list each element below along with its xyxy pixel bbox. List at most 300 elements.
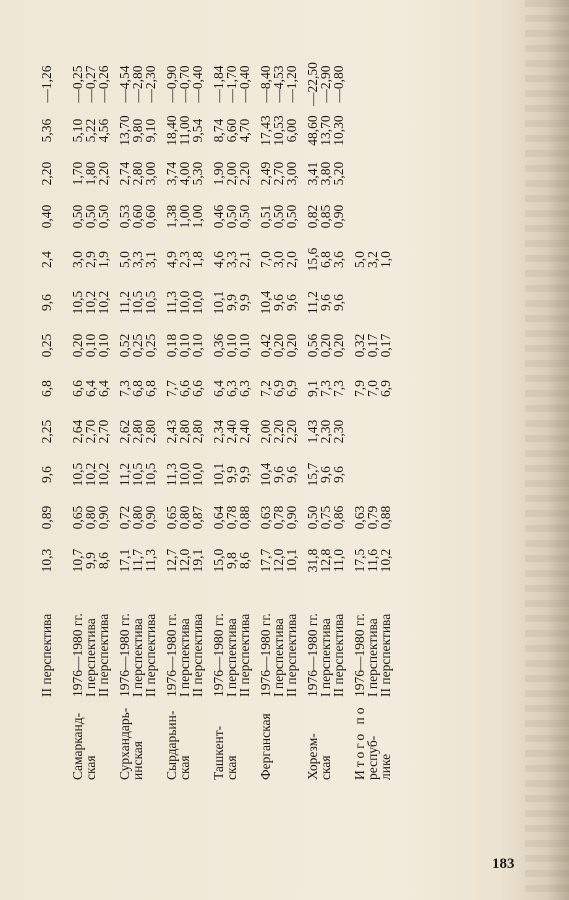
period-label: 1976—1980 гг. xyxy=(305,613,320,697)
cell-value xyxy=(379,198,392,235)
table-cell: 0,89 xyxy=(39,505,54,530)
table-cell xyxy=(298,152,345,195)
cell-value: 9,6 xyxy=(284,466,299,483)
table-cell: 2,25 xyxy=(39,419,54,444)
cell-value: 10,7 xyxy=(70,548,85,573)
cell-value: 1,8 xyxy=(190,251,205,268)
cell-value: 0,78 xyxy=(224,505,239,530)
table-cell xyxy=(63,281,110,324)
period-label: II перспектива xyxy=(39,613,54,697)
cell-value: 2,30 xyxy=(318,419,333,444)
cell-value: 0,90 xyxy=(143,505,158,530)
cell-value: 2,64 xyxy=(70,419,85,444)
cell-value: 10,4 xyxy=(258,290,273,315)
table-cell xyxy=(251,367,298,410)
cell-value: 0,50 xyxy=(237,204,252,229)
table-cell xyxy=(63,109,110,152)
cell-value: 3,2 xyxy=(365,251,380,268)
cell-value: 3,6 xyxy=(331,251,346,268)
cell-value: 11,2 xyxy=(117,462,132,487)
cell-value: 11,2 xyxy=(305,290,320,315)
cell-value: 7,3 xyxy=(318,380,333,397)
cell-value: 0,10 xyxy=(224,333,239,358)
cell-value: 2,1 xyxy=(237,251,252,268)
cell-value: 6,60 xyxy=(224,118,239,143)
cell-value: —0,25 xyxy=(70,65,85,103)
table-cell xyxy=(345,152,392,195)
table-row-header xyxy=(40,59,63,780)
cell-value: 6,9 xyxy=(378,380,393,397)
cell-value: 4,70 xyxy=(237,118,252,143)
table-cell xyxy=(110,539,157,582)
cell-value: 2,40 xyxy=(237,419,252,444)
cell-value xyxy=(353,456,366,493)
period-cell xyxy=(157,582,204,699)
cell-value: 0,90 xyxy=(284,505,299,530)
cell-value: —0,40 xyxy=(237,65,252,103)
table-cell: 9,6 xyxy=(39,294,54,311)
region-label: Ташкент- xyxy=(211,725,226,780)
table-cell xyxy=(157,152,204,195)
region-label: Ферганская xyxy=(258,713,273,780)
table-cell xyxy=(204,410,251,453)
table-cell xyxy=(204,281,251,324)
cell-value: —1,20 xyxy=(284,65,299,103)
cell-value: 12,0 xyxy=(177,548,192,573)
cell-value: 1,90 xyxy=(211,161,226,186)
cell-value: —0,26 xyxy=(96,65,111,103)
cell-value: 2,20 xyxy=(96,161,111,186)
cell-value xyxy=(366,112,379,149)
cell-value: 3,80 xyxy=(318,161,333,186)
table-row-group xyxy=(345,59,392,780)
cell-value: 2,34 xyxy=(211,419,226,444)
cell-value: 10,1 xyxy=(284,548,299,573)
cell-value: 0,85 xyxy=(318,204,333,229)
cell-value: 48,60 xyxy=(305,115,320,146)
cell-value xyxy=(379,62,392,106)
table-cell xyxy=(204,238,251,281)
cell-value: 3,00 xyxy=(143,161,158,186)
region-cell xyxy=(110,699,157,780)
cell-value: 12,0 xyxy=(271,548,286,573)
cell-value xyxy=(366,456,379,493)
cell-value: 1,0 xyxy=(378,251,393,268)
period-cell xyxy=(251,582,298,699)
region-cell xyxy=(157,699,204,780)
table-cell: 0,25 xyxy=(39,333,54,358)
cell-value: 10,2 xyxy=(83,290,98,315)
cell-value: 1,9 xyxy=(96,251,111,268)
cell-value: 7,0 xyxy=(365,380,380,397)
table-cell xyxy=(204,324,251,367)
cell-value: —8,40 xyxy=(258,65,273,103)
cell-value: 11,7 xyxy=(130,548,145,573)
cell-value: 10,5 xyxy=(130,462,145,487)
cell-value: 6,9 xyxy=(284,380,299,397)
cell-value: 3,3 xyxy=(224,251,239,268)
cell-value: 2,80 xyxy=(130,161,145,186)
cell-value: 6,4 xyxy=(83,380,98,397)
table-cell xyxy=(251,238,298,281)
cell-value: 10,2 xyxy=(378,548,393,573)
cell-value: 0,20 xyxy=(318,333,333,358)
cell-value: 0,56 xyxy=(305,333,320,358)
cell-value: 11,3 xyxy=(164,462,179,487)
cell-value: 2,80 xyxy=(143,419,158,444)
cell-value: 1,80 xyxy=(83,161,98,186)
cell-value: 0,60 xyxy=(130,204,145,229)
table-cell xyxy=(110,238,157,281)
period-label: 1976—1980 гг. xyxy=(211,613,226,697)
table-cell xyxy=(345,109,392,152)
table-cell xyxy=(157,59,204,109)
period-label: II перспектива xyxy=(378,613,393,697)
table-cell: 5,36 xyxy=(39,118,54,143)
cell-value: 2,30 xyxy=(331,419,346,444)
table-cell xyxy=(345,410,392,453)
cell-value: 0,50 xyxy=(284,204,299,229)
cell-value: 7,9 xyxy=(352,380,367,397)
table-cell xyxy=(298,195,345,238)
cell-value: 9,9 xyxy=(237,466,252,483)
region-label: Сурхандарь- xyxy=(117,707,132,780)
table-cell xyxy=(345,281,392,324)
cell-value: 0,17 xyxy=(365,333,380,358)
cell-value: 0,50 xyxy=(83,204,98,229)
cell-value: 18,40 xyxy=(164,115,179,146)
cell-value: 3,41 xyxy=(305,161,320,186)
cell-value: 0,86 xyxy=(331,505,346,530)
cell-value: 2,00 xyxy=(224,161,239,186)
table-cell xyxy=(63,539,110,582)
cell-value: 0,80 xyxy=(83,505,98,530)
table-cell xyxy=(63,59,110,109)
table-cell xyxy=(157,453,204,496)
cell-value: 0,46 xyxy=(211,204,226,229)
cell-value: 2,00 xyxy=(258,419,273,444)
table-row-group xyxy=(204,59,251,780)
cell-value: 17,7 xyxy=(258,548,273,573)
table-cell xyxy=(345,195,392,238)
cell-value: 10,2 xyxy=(96,290,111,315)
cell-value: 2,43 xyxy=(164,419,179,444)
period-label: I перспектива xyxy=(365,618,380,697)
cell-value: 0,88 xyxy=(378,505,393,530)
cell-value: 6,4 xyxy=(96,380,111,397)
region-label: Хорезм- xyxy=(305,733,320,780)
table-cell xyxy=(251,195,298,238)
cell-value: 11,0 xyxy=(331,548,346,573)
cell-value: —0,27 xyxy=(83,65,98,103)
cell-value: 0,50 xyxy=(96,204,111,229)
cell-value: 0,60 xyxy=(143,204,158,229)
period-cell xyxy=(204,582,251,699)
cell-value: 3,1 xyxy=(143,251,158,268)
table-cell xyxy=(63,324,110,367)
table-row-group xyxy=(63,59,110,780)
cell-value: 9,6 xyxy=(331,294,346,311)
cell-value: 10,5 xyxy=(130,290,145,315)
cell-value: 4,00 xyxy=(177,161,192,186)
period-label: II перспектива xyxy=(190,613,205,697)
cell-value: 2,70 xyxy=(83,419,98,444)
region-label: Итого по xyxy=(352,704,367,780)
table-cell xyxy=(345,496,392,539)
cell-value: 0,10 xyxy=(237,333,252,358)
cell-value: 2,9 xyxy=(83,251,98,268)
region-cell xyxy=(345,699,392,780)
cell-value: 0,63 xyxy=(352,505,367,530)
cell-value: 4,6 xyxy=(211,251,226,268)
table-cell xyxy=(345,59,392,109)
table-cell xyxy=(251,496,298,539)
cell-value: 6,3 xyxy=(237,380,252,397)
cell-value: 5,0 xyxy=(117,251,132,268)
period-label: II перспектива xyxy=(284,613,299,697)
table-cell xyxy=(157,281,204,324)
cell-value: 7,3 xyxy=(117,380,132,397)
cell-value: 6,4 xyxy=(211,380,226,397)
period-label: I перспектива xyxy=(177,618,192,697)
cell-value: 0,75 xyxy=(318,505,333,530)
cell-value: 10,1 xyxy=(211,290,226,315)
period-label: II перспектива xyxy=(331,613,346,697)
cell-value: 9,9 xyxy=(237,294,252,311)
cell-value: 13,70 xyxy=(318,115,333,146)
cell-value: 0,10 xyxy=(190,333,205,358)
cell-value: 0,20 xyxy=(271,333,286,358)
cell-value: —1,70 xyxy=(224,65,239,103)
region-label: Самарканд- xyxy=(70,712,85,780)
cell-value: 10,0 xyxy=(177,290,192,315)
cell-value: 9,9 xyxy=(224,466,239,483)
cell-value: 10,5 xyxy=(70,290,85,315)
cell-value: —2,80 xyxy=(130,65,145,103)
cell-value: 3,0 xyxy=(70,251,85,268)
cell-value: 1,43 xyxy=(305,419,320,444)
table-cell xyxy=(298,324,345,367)
cell-value: 3,74 xyxy=(164,161,179,186)
cell-value: 0,32 xyxy=(352,333,367,358)
table-cell xyxy=(345,453,392,496)
cell-value: 7,3 xyxy=(331,380,346,397)
cell-value: —0,80 xyxy=(331,65,346,103)
table-cell xyxy=(110,152,157,195)
cell-value: 9,6 xyxy=(284,294,299,311)
cell-value xyxy=(353,284,366,321)
cell-value xyxy=(379,413,392,450)
cell-value: 11,3 xyxy=(164,290,179,315)
cell-value xyxy=(379,155,392,192)
table-cell: —1,26 xyxy=(39,65,54,103)
cell-value: 2,20 xyxy=(284,419,299,444)
table-cell xyxy=(251,410,298,453)
cell-value: 6,8 xyxy=(318,251,333,268)
cell-value: 17,43 xyxy=(258,115,273,146)
cell-value: 0,80 xyxy=(177,505,192,530)
cell-value: —4,53 xyxy=(271,65,286,103)
cell-value: 6,00 xyxy=(284,118,299,143)
cell-value: 0,82 xyxy=(305,204,320,229)
table-cell xyxy=(204,152,251,195)
cell-value: 0,90 xyxy=(331,204,346,229)
cell-value: 9,9 xyxy=(83,552,98,569)
cell-value: 1,70 xyxy=(70,161,85,186)
table-cell xyxy=(298,410,345,453)
cell-value: 10,5 xyxy=(143,290,158,315)
table-cell xyxy=(251,453,298,496)
cell-value: —22,50 xyxy=(305,62,320,106)
cell-value: 6,8 xyxy=(143,380,158,397)
region-label: Сырдарьин- xyxy=(164,710,179,780)
cell-value: 9,10 xyxy=(143,118,158,143)
cell-value xyxy=(353,413,366,450)
cell-value: 0,63 xyxy=(258,505,273,530)
table-cell xyxy=(298,281,345,324)
cell-value: —0,70 xyxy=(177,65,192,103)
cell-value: 2,20 xyxy=(237,161,252,186)
table-cell xyxy=(251,109,298,152)
table-cell xyxy=(298,59,345,109)
cell-value: 7,0 xyxy=(258,251,273,268)
table-cell xyxy=(157,367,204,410)
cell-value: 0,87 xyxy=(190,505,205,530)
table-cell xyxy=(345,539,392,582)
table-cell: 0,40 xyxy=(39,204,54,229)
cell-value: 5,10 xyxy=(70,118,85,143)
table-cell xyxy=(345,238,392,281)
region-cell xyxy=(40,699,63,780)
period-label: I перспектива xyxy=(271,618,286,697)
table-cell xyxy=(157,238,204,281)
cell-value: 3,0 xyxy=(271,251,286,268)
cell-value: 10,0 xyxy=(177,462,192,487)
cell-value xyxy=(366,284,379,321)
cell-value: 6,9 xyxy=(271,380,286,397)
cell-value: 11,00 xyxy=(177,115,192,146)
cell-value: 7,7 xyxy=(164,380,179,397)
table-cell xyxy=(63,367,110,410)
cell-value: 3,3 xyxy=(130,251,145,268)
period-label: II перспектива xyxy=(143,613,158,697)
table-cell xyxy=(110,281,157,324)
table-cell xyxy=(298,496,345,539)
statistics-table xyxy=(40,59,392,780)
cell-value: 0,80 xyxy=(130,505,145,530)
region-label: ская xyxy=(224,755,239,780)
cell-value: 9,6 xyxy=(331,466,346,483)
table-row-group xyxy=(251,59,298,780)
cell-value: 2,40 xyxy=(224,419,239,444)
cell-value: 6,8 xyxy=(130,380,145,397)
table-cell xyxy=(110,109,157,152)
cell-value: 2,3 xyxy=(177,251,192,268)
cell-value: —2,30 xyxy=(143,65,158,103)
cell-value: —0,40 xyxy=(190,65,205,103)
table-cell xyxy=(157,410,204,453)
cell-value: 0,18 xyxy=(164,333,179,358)
cell-value: 2,74 xyxy=(117,161,132,186)
table-cell xyxy=(63,496,110,539)
period-label: 1976—1980 гг. xyxy=(258,613,273,697)
table-cell xyxy=(157,496,204,539)
table-cell xyxy=(345,367,392,410)
table-cell xyxy=(110,195,157,238)
cell-value: 10,2 xyxy=(96,462,111,487)
cell-value: 0,17 xyxy=(378,333,393,358)
table-cell xyxy=(204,539,251,582)
cell-value: 8,74 xyxy=(211,118,226,143)
cell-value: —2,90 xyxy=(318,65,333,103)
table-cell xyxy=(298,109,345,152)
cell-value: 9,8 xyxy=(224,552,239,569)
page-number: 183 xyxy=(492,856,515,872)
cell-value: 12,8 xyxy=(318,548,333,573)
region-label: респуб- xyxy=(365,735,380,780)
table-cell xyxy=(157,539,204,582)
table-cell xyxy=(298,453,345,496)
cell-value: 4,56 xyxy=(96,118,111,143)
table-cell xyxy=(204,109,251,152)
table-cell xyxy=(251,281,298,324)
period-label: II перспектива xyxy=(237,613,252,697)
table-cell xyxy=(110,324,157,367)
table-cell xyxy=(251,152,298,195)
cell-value: 6,6 xyxy=(190,380,205,397)
cell-value: 0,90 xyxy=(96,505,111,530)
cell-value: 10,5 xyxy=(70,462,85,487)
region-label: инская xyxy=(130,741,145,780)
table-cell xyxy=(251,324,298,367)
cell-value: 2,0 xyxy=(284,251,299,268)
cell-value: 0,25 xyxy=(130,333,145,358)
cell-value: 9,6 xyxy=(271,294,286,311)
table-cell xyxy=(63,152,110,195)
table-cell xyxy=(157,195,204,238)
cell-value: 0,88 xyxy=(237,505,252,530)
cell-value xyxy=(353,155,366,192)
cell-value: 31,8 xyxy=(305,548,320,573)
cell-value: 10,2 xyxy=(83,462,98,487)
cell-value: 11,2 xyxy=(117,290,132,315)
cell-value: 0,10 xyxy=(96,333,111,358)
period-label: II перспектива xyxy=(96,613,111,697)
cell-value: 8,6 xyxy=(96,552,111,569)
cell-value: 0,53 xyxy=(117,204,132,229)
table-cell xyxy=(110,496,157,539)
cell-value: 3,00 xyxy=(284,161,299,186)
table-cell: 6,8 xyxy=(39,380,54,397)
region-cell xyxy=(63,699,110,780)
period-label: 1976—1980 гг. xyxy=(117,613,132,697)
cell-value: 2,62 xyxy=(117,419,132,444)
period-cell xyxy=(298,582,345,699)
region-cell xyxy=(298,699,345,780)
cell-value: 11,3 xyxy=(143,548,158,573)
cell-value: 10,4 xyxy=(258,462,273,487)
cell-value: 9,1 xyxy=(305,380,320,397)
cell-value: 0,42 xyxy=(258,333,273,358)
table-cell xyxy=(110,453,157,496)
cell-value: 8,6 xyxy=(237,552,252,569)
period-label: 1976—1980 гг. xyxy=(70,613,85,697)
cell-value: 1,00 xyxy=(177,204,192,229)
cell-value: 10,0 xyxy=(190,462,205,487)
cell-value xyxy=(353,62,366,106)
cell-value: 5,0 xyxy=(352,251,367,268)
table-row-group xyxy=(157,59,204,780)
